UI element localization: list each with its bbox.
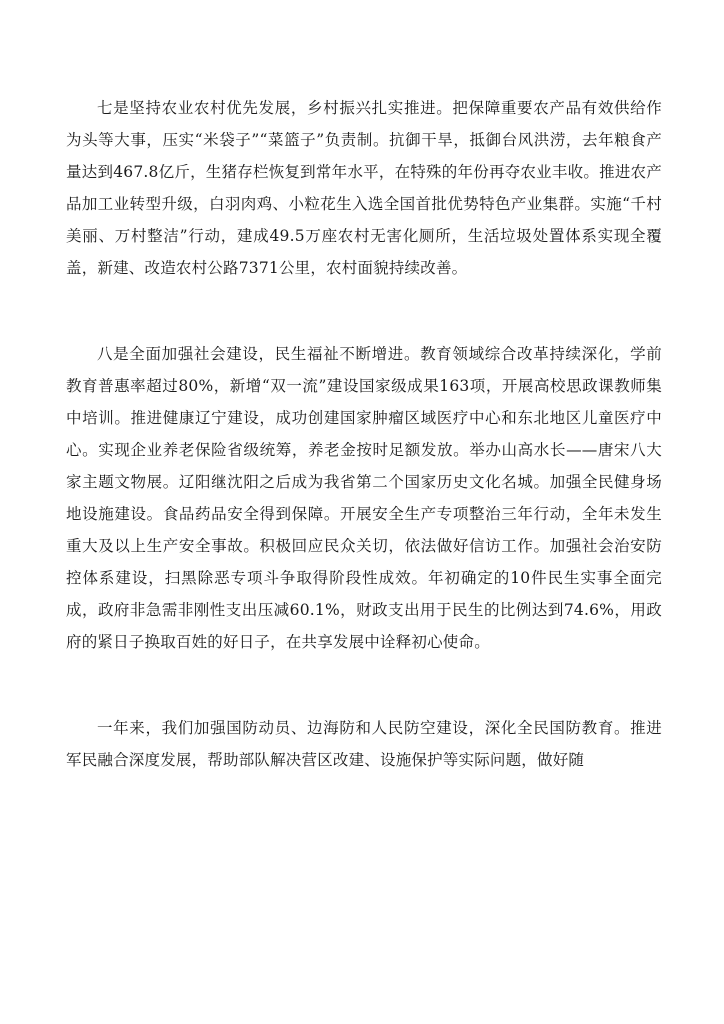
paragraph-social-development: 八是全面加强社会建设，民生福祉不断增进。教育领域综合改革持续深化，学前教育普惠率超过80%，新增“双一流”建设国家级成果163项，开展高校思政课教师集中培训。推进健康辽宁建设，成功创建国家肿瘤区域医疗中心和东北地区儿童医疗中心。实现企业养老保险省级统筹，养老金按时足额发放。举办山高水长——唐宋八大家主题文物展。辽阳继沈阳之后成为我省第二个国家历史文化名城。加强全民健身场地设施建设。食品药品安全得到保障。开展安全生产专项整治三年行动，全年未发生重大及以上生产安全事故。积极回应民众关切，依法做好信访工作。加强社会治安防控体系建设，扫黑除恶专项斗争取得阶段性成效。年初确定的10件民生实事全面完成，政府非急需非刚性支出压减60.1%，财政支出用于民生的比例达到74.6%，用政府的紧日子换取百姓的好日子，在共享发展中诠释初心使命。 bbox=[66, 345, 662, 651]
document-page bbox=[66, 92, 662, 776]
paragraph-agriculture: 七是坚持农业农村优先发展，乡村振兴扎实推进。把保障重要农产品有效供给作为头等大事，压实“米袋子”“菜篮子”负责制。抗御干旱，抵御台风洪涝，去年粮食产量达到467.8亿斤，生猪存栏恢复到常年水平，在特殊的年份再夺农业丰收。推进农产品加工业转型升级，白羽肉鸡、小粒花生入选全国首批优势特色产业集群。实施“千村美丽、万村整洁”行动，建成49.5万座农村无害化厕所，生活垃圾处置体系实现全覆盖，新建、改造农村公路7371公里，农村面貌持续改善。 bbox=[66, 99, 662, 277]
paragraph-national-defense: 一年来，我们加强国防动员、边海防和人民防空建设，深化全民国防教育。推进军民融合深度发展，帮助部队解决营区改建、设施保护等实际问题，做好随 bbox=[66, 719, 662, 769]
